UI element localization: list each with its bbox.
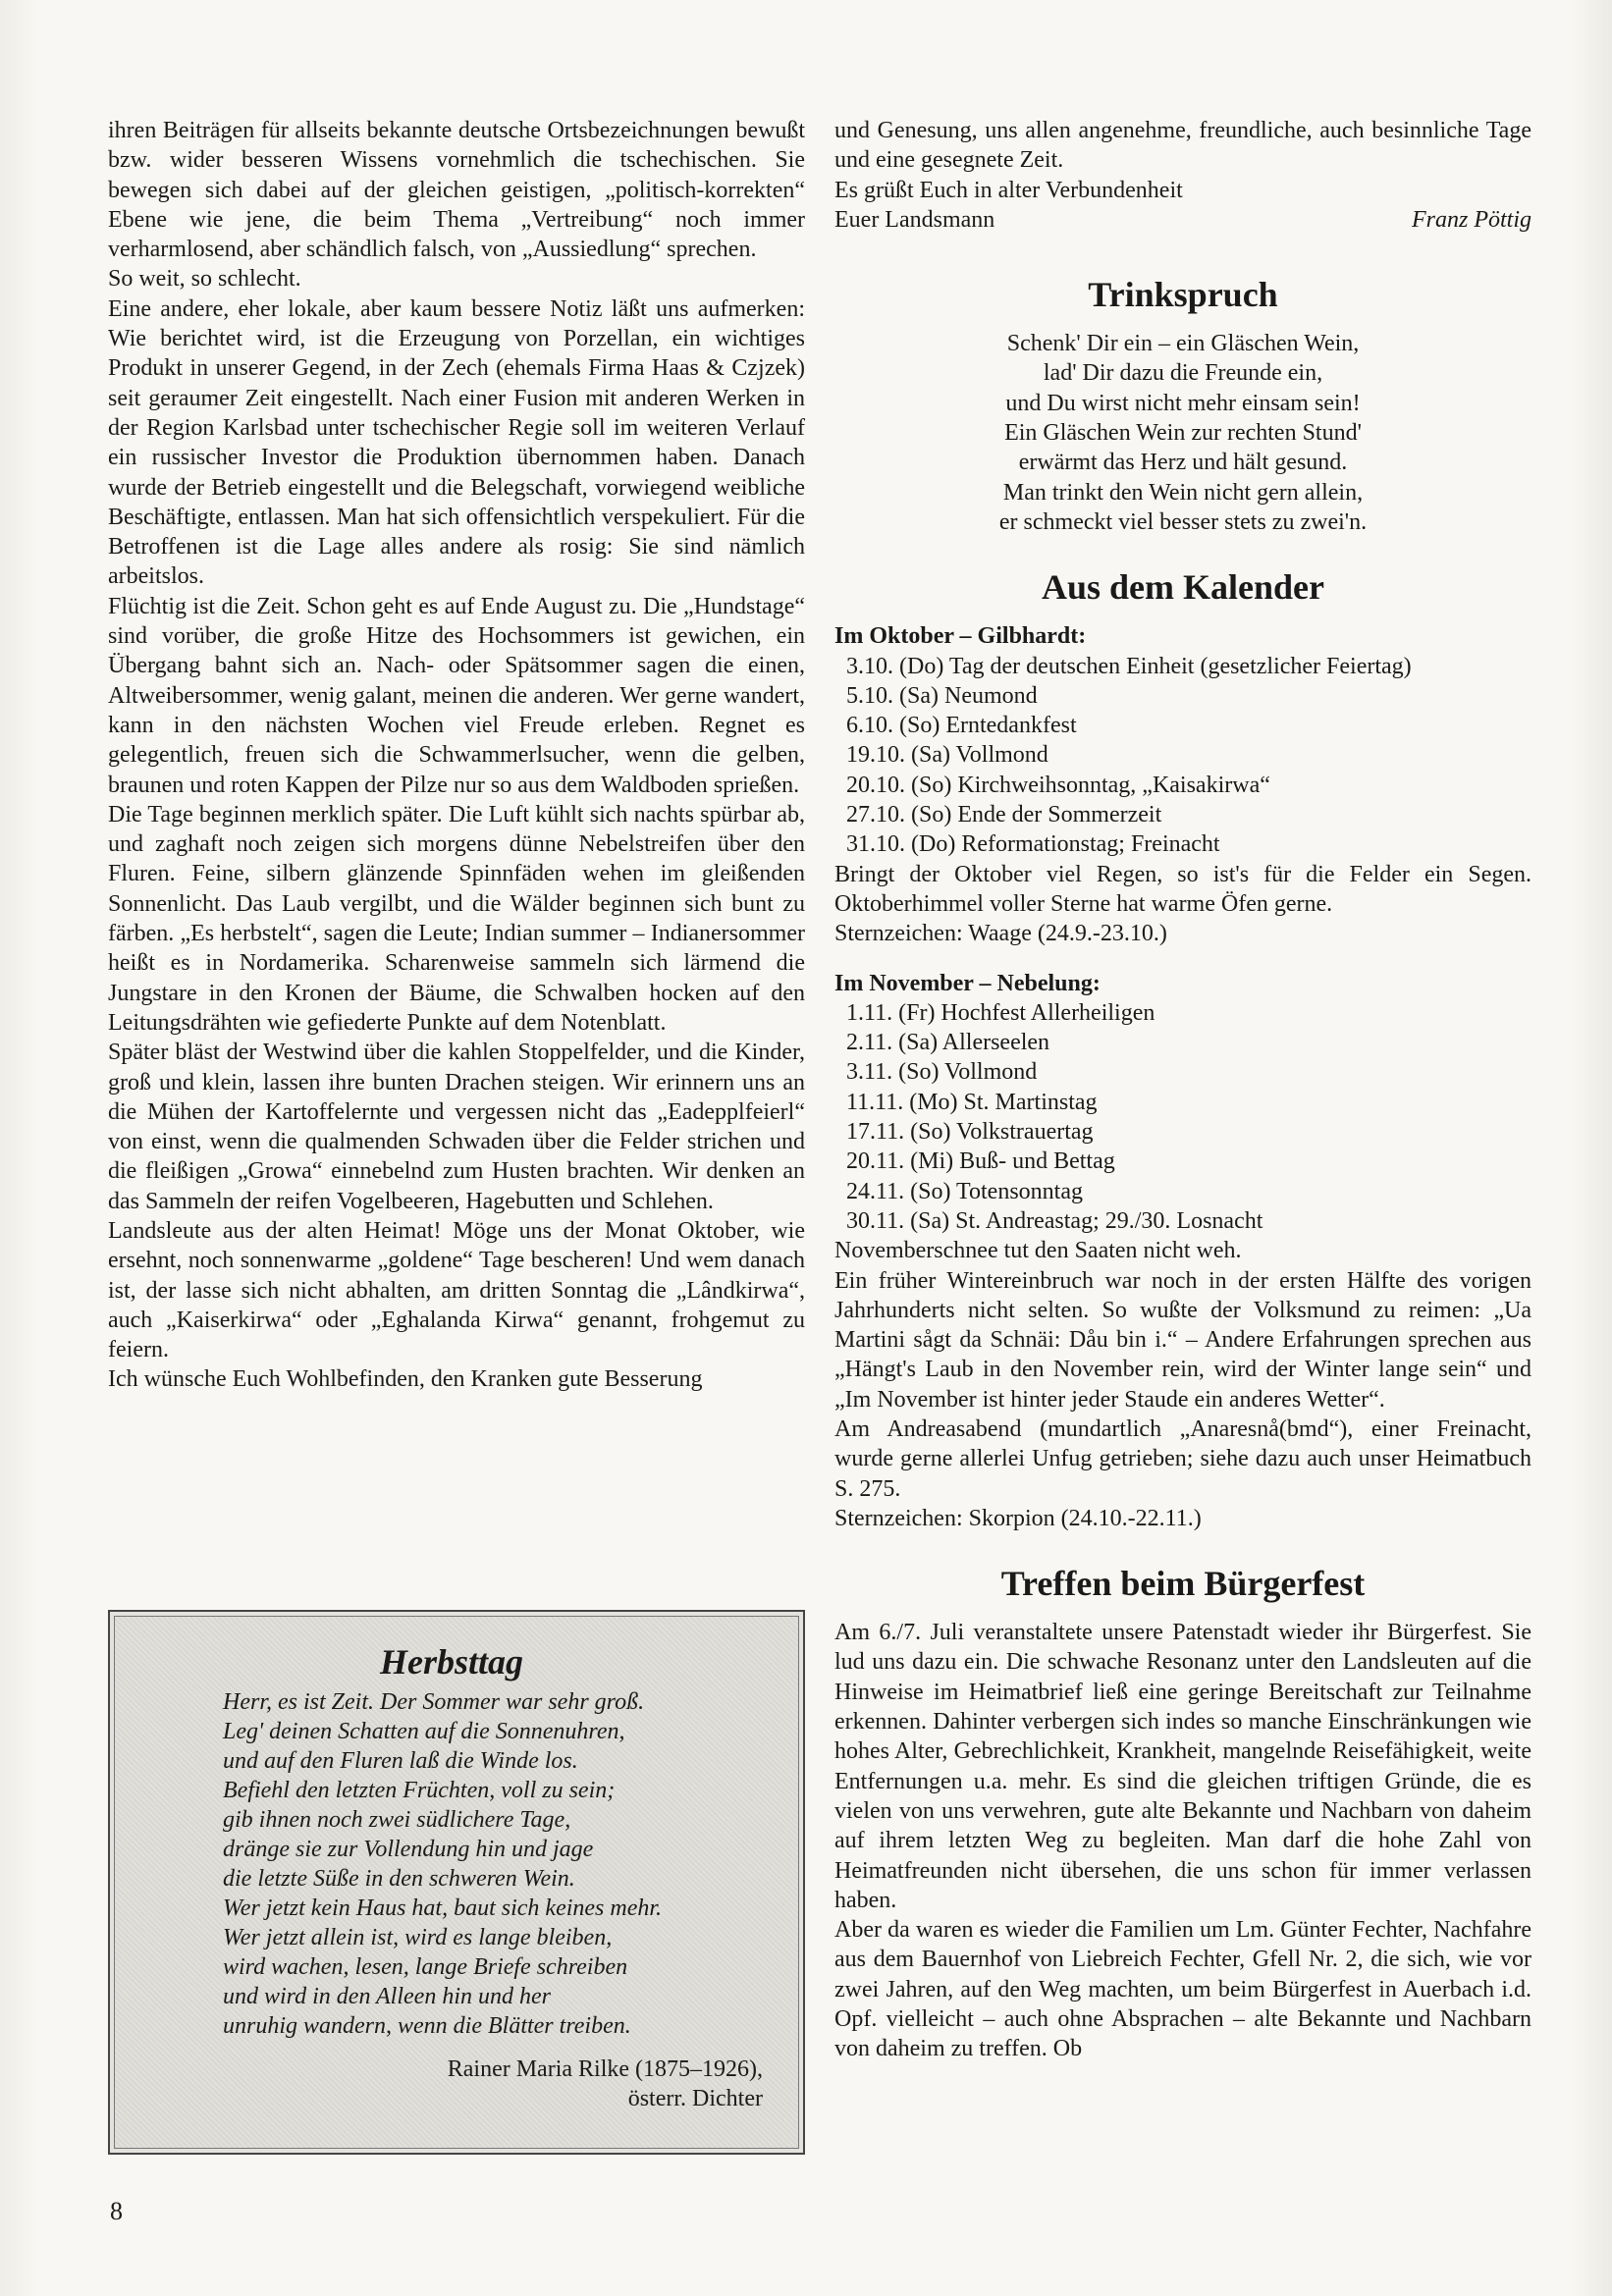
poem-line: gib ihnen noch zwei südlichere Tage, (223, 1807, 571, 1833)
poem-lines (223, 1687, 771, 2041)
poem-line: und auf den Fluren laß die Winde los. (223, 1748, 578, 1774)
october-saying: Bringt der Oktober viel Regen, so ist's für die Felder ein Segen. Oktoberhimmel voller Sterne hat warme Öfen gerne. (834, 861, 1531, 917)
poem-line: wird wachen, lesen, lange Briefe schreiben (223, 1954, 628, 1980)
november-zodiac: Sternzeichen: Skorpion (24.10.-22.11.) (834, 1505, 1202, 1531)
november-saying: Novemberschnee tut den Saaten nicht weh. (834, 1238, 1242, 1264)
poem-line: die letzte Süße in den schweren Wein. (223, 1866, 575, 1892)
november-list (846, 998, 1531, 1236)
poem-panel (114, 1616, 799, 2149)
poem-author: Rainer Maria Rilke (1875–1926), (447, 2056, 763, 2082)
toast-verse (834, 329, 1531, 537)
paragraph: ihren Beiträgen für allseits bekannte deutsche Ortsbezeichnungen bewußt bzw. wider besseren Wissens vornehmlich die tschechischen. Sie bewegen sich dabei auf der gleichen geistigen, „politisch-korrekten“ Ebene wie jene, die beim Thema „Vertreibung“ noch immer verharmlosend, aber schändlich falsch, von „Aussiedlung“ sprechen. (108, 118, 805, 263)
author-signature: Franz Pöttig (1411, 206, 1531, 233)
verse-line: erwärmt das Herz und hält gesund. (1018, 450, 1348, 476)
paragraph: Flüchtig ist die Zeit. Schon geht es auf Ende August zu. Die „Hundstage“ sind vorüber, die große Hitze des Hochsommers ist gewichen, ein Übergang bahnt sich an. Nach- oder Spätsommer sagen die einen, Altweibersommer, wenig galant, meinen die anderen. Wer gerne wandert, kann in den nächsten Wochen viel Freude erleben. Regnet es gelegentlich, freuen sich die Schwammerlsucher, wenn die gelben, braunen und roten Kappen der Pilze nur so aus dem Waldboden sprießen. (108, 593, 805, 798)
poem-line: Wer jetzt allein ist, wird es lange bleiben, (223, 1925, 613, 1950)
section-title-festival: Treffen beim Bürgerfest (1000, 1564, 1366, 1604)
calendar-entry: 30.11. (Sa) St. Andreastag; 29./30. Losnacht (846, 1207, 1263, 1234)
right-column (834, 116, 1531, 2064)
calendar-entry: 3.10. (Do) Tag der deutschen Einheit (gesetzlicher Feiertag) (846, 653, 1412, 679)
poem-line: unruhig wandern, wenn die Blätter treiben. (223, 2013, 631, 2039)
calendar-entry: 17.11. (So) Volkstrauertag (846, 1119, 1094, 1146)
poem-title: Herbsttag (380, 1642, 524, 1682)
october-zodiac: Sternzeichen: Waage (24.9.-23.10.) (834, 921, 1167, 947)
poem-line: Wer jetzt kein Haus hat, baut sich keines mehr. (223, 1896, 663, 1921)
calendar-entry: 6.10. (So) Erntedankfest (846, 713, 1077, 739)
verse-line: er schmeckt viel besser stets zu zwei'n. (998, 508, 1368, 535)
calendar-entry: 27.10. (So) Ende der Sommerzeit (846, 802, 1162, 828)
poem-line: Herr, es ist Zeit. Der Sommer war sehr groß. (223, 1689, 645, 1715)
calendar-entry: 2.11. (Sa) Allerseelen (846, 1030, 1050, 1056)
calendar-entry: 24.11. (So) Totensonntag (846, 1178, 1083, 1204)
november-text: Ein früher Wintereinbruch war noch in der ersten Hälfte des vorigen Jahrhunderts nicht selten. So wußte der Volksmund zu reimen: „Ua Martini sågt da Schnäi: Dåu bin i.“ – Andere Erfahrungen sprechen aus „Hängt's Laub in den November rein, wird der Winter lange sein“ und „Im November ist hinter jeder Staude ein anderes Wetter“. (834, 1267, 1531, 1413)
calendar-entry: 31.10. (Do) Reformationstag; Freinacht (846, 831, 1220, 858)
section-title-calendar: Aus dem Kalender (1042, 567, 1324, 608)
october-heading: Im Oktober – Gilbhardt: (834, 623, 1087, 650)
greeting-text: Es grüßt Euch in alter Verbundenheit (834, 177, 1183, 203)
verse-line: Schenk' Dir ein – ein Gläschen Wein, (1006, 331, 1360, 357)
poem-credit (223, 2055, 763, 2113)
calendar-entry: 3.11. (So) Vollmond (846, 1059, 1038, 1086)
october-list (846, 652, 1531, 860)
poem-line: Befiehl den letzten Früchten, voll zu sein; (223, 1778, 616, 1803)
calendar-entry: 11.11. (Mo) St. Martinstag (846, 1089, 1098, 1115)
verse-line: und Du wirst nicht mehr einsam sein! (1005, 390, 1361, 416)
paragraph: So weit, so schlecht. (108, 266, 301, 293)
poem-box (108, 1610, 805, 2155)
intro-text: und Genesung, uns allen angenehme, freundliche, auch besinnliche Tage und eine gesegnete Zeit. (834, 118, 1531, 174)
signature-line (834, 205, 1531, 235)
paragraph: Die Tage beginnen merklich später. Die Luft kühlt sich nachts spürbar ab, und zaghaft noch zeigen sich morgens dünne Nebelstreifen über den Fluren. Feine, silbern glänzende Spinnfäden wehen im gleißenden Sonnenlicht. Das Laub vergilbt, und die Wälder beginnen sich bunt zu färben. „Es herbstelt“, sagen die Leute; Indian summer – Indianersommer heißt es in Nordamerika. Scharenweise sammeln sich lärmend die Jungstare in den Kronen der Bäume, die Schwalben hocken auf den Leitungsdrähten wie gefiederte Punkte auf dem Notenblatt. (108, 801, 805, 1036)
page-number: 8 (110, 2197, 123, 2225)
poem-line: und wird in den Alleen hin und her (223, 1984, 551, 2009)
paragraph: Landsleute aus der alten Heimat! Möge uns der Monat Oktober, wie ersehnt, noch sonnenwarme „goldene“ Tage bescheren! Und wem danach ist, der lasse sich nicht abhalten, am dritten Sonntag die „Lândkirwa“, auch „Kaiserkirwa“ oder „Eghalanda Kirwa“ genannt, frohgemut zu feiern. (108, 1217, 805, 1363)
calendar-entry: 19.10. (Sa) Vollmond (846, 742, 1048, 769)
calendar-entry: 5.10. (Sa) Neumond (846, 682, 1038, 709)
calendar-entry: 20.11. (Mi) Buß- und Bettag (846, 1148, 1115, 1175)
closing-text: Euer Landsmann (834, 206, 995, 233)
festival-paragraph: Am 6./7. Juli veranstaltete unsere Patenstadt wieder ihr Bürgerfest. Sie lud uns dazu ein. Die schwache Resonanz unter den Landsleuten auf die Hinweise im Heimatbrief ließ eine geringe Bereitschaft zur Teilnahme erkennen. Dahinter verbergen sich indes so manche Einschränkungen wie hohes Alter, Gebrechlichkeit, Krankheit, mangelnde Reisefähigkeit, weite Entfernungen u.a. mehr. Es sind die gleichen triftigen Gründe, die es vielen von uns verwehren, gute alte Bekannte und Nachbarn von daheim auf ihrem letzten Weg zu begleiten. Man darf die hohe Zahl von Heimatfreunden nicht übersehen, die uns schon für immer verlassen haben. (834, 1620, 1531, 1913)
verse-line: Ein Gläschen Wein zur rechten Stund' (1004, 420, 1362, 447)
november-text: Am Andreasabend (mundartlich „Anaresnå(bmd“), einer Freinacht, wurde gerne allerlei Unfug getrieben; siehe dazu auch unser Heimatbuch S. 275. (834, 1415, 1531, 1502)
verse-line: Man trinkt den Wein nicht gern allein, (1002, 479, 1364, 506)
verse-line: lad' Dir dazu die Freunde ein, (1043, 360, 1323, 387)
paragraph: Ich wünsche Euch Wohlbefinden, den Kranken gute Besserung (108, 1366, 703, 1393)
november-heading: Im November – Nebelung: (834, 970, 1101, 996)
left-column (108, 116, 805, 1395)
festival-paragraph: Aber da waren es wieder die Familien um Lm. Günter Fechter, Nachfahre aus dem Bauernhof von Liebreich Fechter, Gfell Nr. 2, die sich, wie vor zwei Jahren, auf den Weg machten, um beim Bürgerfest in Auerbach i.d. Opf. vielleicht – auch ohne Absprachen – alte Bekannte und Nachbarn von daheim zu treffen. Ob (834, 1917, 1531, 2062)
paragraph: Eine andere, eher lokale, aber kaum bessere Notiz läßt uns aufmerken: Wie berichtet wird, ist die Erzeugung von Porzellan, ein wichtiges Produkt in unserer Gegend, in der Zech (ehemals Firma Haas & Czjzek) seit geraumer Zeit eingestellt. Nach einer Fusion mit anderen Werken in der Region Karlsbad unter tschechischer Regie soll im weiteren Verlauf ein russischer Investor die Produktion übernommen haben. Danach wurde der Betrieb eingestellt und die Belegschaft, vorwiegend weibliche Beschäftigte, entlassen. Man hat sich offensichtlich verspekuliert. Für die Betroffenen ist die Lage alles andere als rosig: Sie sind nämlich arbeitslos. (108, 295, 805, 590)
poem-line: dränge sie zur Vollendung hin und jage (223, 1837, 594, 1862)
calendar-entry: 20.10. (So) Kirchweihsonntag, „Kaisakirwa“ (846, 772, 1270, 798)
calendar-entry: 1.11. (Fr) Hochfest Allerheiligen (846, 999, 1155, 1026)
poem-author-note: österr. Dichter (627, 2086, 763, 2111)
section-title-toast: Trinkspruch (1088, 275, 1278, 315)
paragraph: Später bläst der Westwind über die kahlen Stoppelfelder, und die Kinder, groß und klein, lassen ihre bunten Drachen steigen. Wir erinnern uns an die Mühen der Kartoffelernte und vergessen nicht das „Eadepplfeierl“ von einst, wenn die qualmenden Schwaden über die Felder strichen und die fleißigen „Growa“ einnebelnd zum Husten brachten. Wir denken an das Sammeln der reifen Vogelbeeren, Hagebutten und Schlehen. (108, 1040, 805, 1214)
poem-line: Leg' deinen Schatten auf die Sonnenuhren, (223, 1719, 625, 1744)
